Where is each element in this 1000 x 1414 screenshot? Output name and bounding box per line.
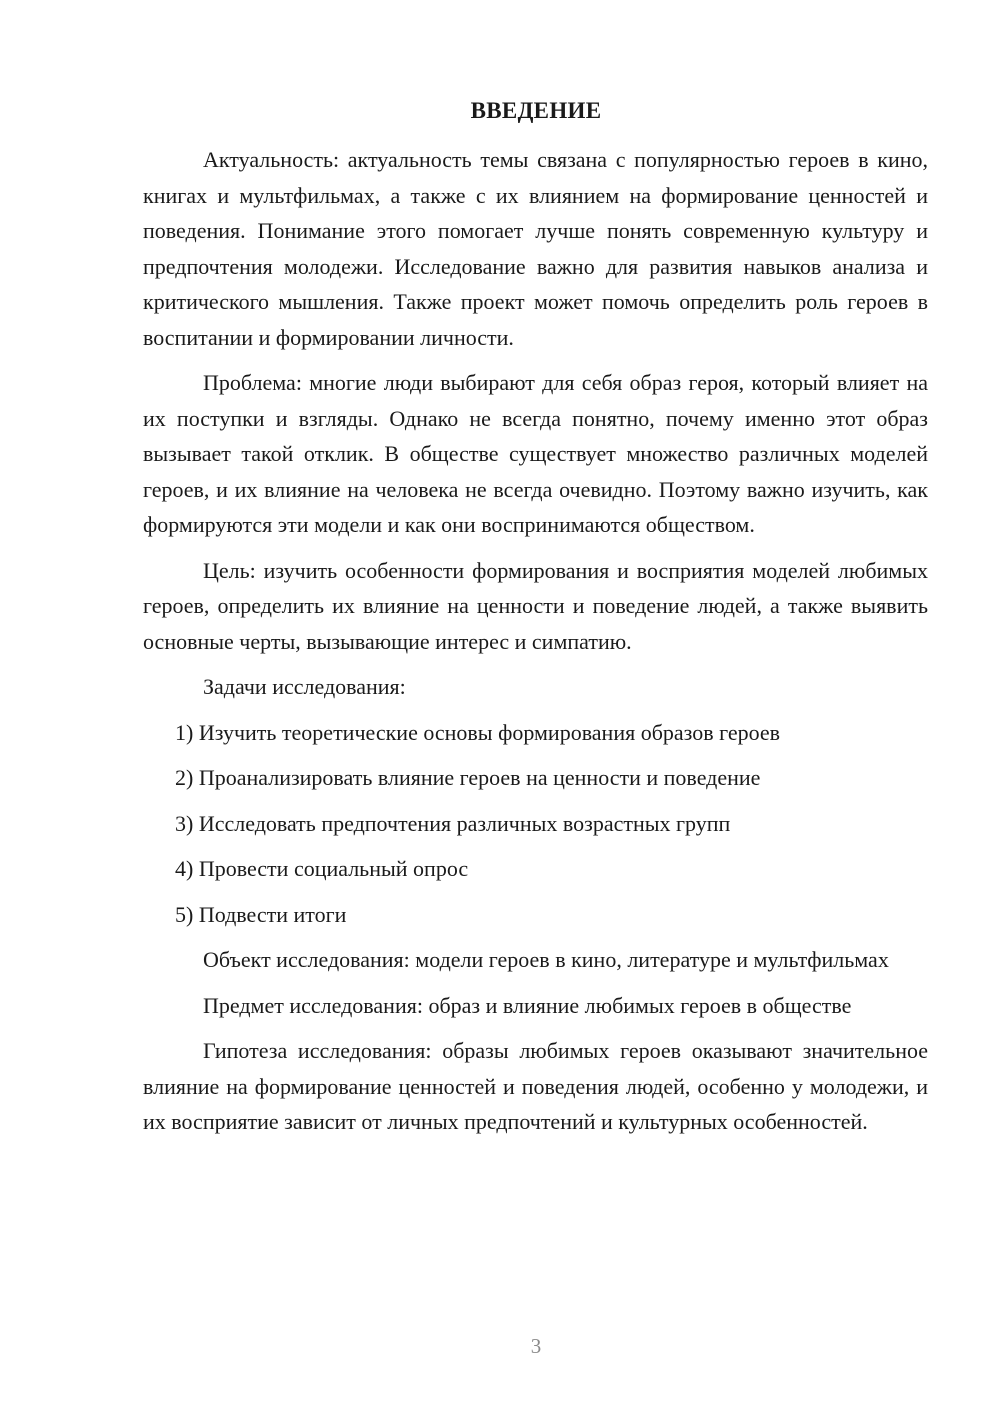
list-item: 5) Подвести итоги	[175, 901, 347, 927]
tasks-heading: Задачи исследования:	[203, 674, 406, 699]
section-title: ВВЕДЕНИЕ	[470, 98, 602, 123]
subject-paragraph: Предмет исследования: образ и влияние любимых героев в обществе	[203, 992, 852, 1018]
page-number: 3	[530, 1334, 542, 1358]
list-item: 3) Исследовать предпочтения различных возрастных групп	[175, 810, 731, 836]
list-item: 2) Проанализировать влияние героев на ценности и поведение	[175, 765, 761, 790]
problem-paragraph: Проблема: многие люди выбирают для себя образ героя, который влияет на их поступки и взгляды. Однако не всегда понятно, почему именно этот образ вызывает такой отклик. В обществе существует множество различных моделей героев, и их влияние на человека не всегда очевидно. Поэтому важно изучить, как формируются эти модели и как они воспринимаются обществом.	[143, 370, 928, 537]
hypothesis-paragraph: Гипотеза исследования: образы любимых героев оказывают значительное влияние на формирование ценностей и поведения людей, особенно у молодежи, и их восприятие зависит от личных предпочтений и культурных особенностей.	[143, 1038, 928, 1134]
object-paragraph: Объект исследования: модели героев в кино, литературе и мультфильмах	[203, 947, 889, 972]
list-item: 1) Изучить теоретические основы формирования образов героев	[175, 719, 781, 745]
document-body	[143, 142, 928, 1150]
goal-paragraph: Цель: изучить особенности формирования и восприятия моделей любимых героев, определить их влияние на ценности и поведение людей, а также выявить основные черты, вызывающие интерес и симпатию.	[143, 557, 928, 654]
list-item: 4) Провести социальный опрос	[175, 856, 469, 881]
relevance-paragraph: Актуальность: актуальность темы связана с популярностью героев в кино, книгах и мультфильмах, а также с их влиянием на формирование ценностей и поведения. Понимание этого помогает лучше понять современную культуру и предпочтения молодежи. Исследование важно для развития навыков анализа и критического мышления. Также проект может помочь определить роль героев в воспитании и формировании личности.	[143, 147, 928, 350]
tasks-list	[143, 715, 928, 933]
